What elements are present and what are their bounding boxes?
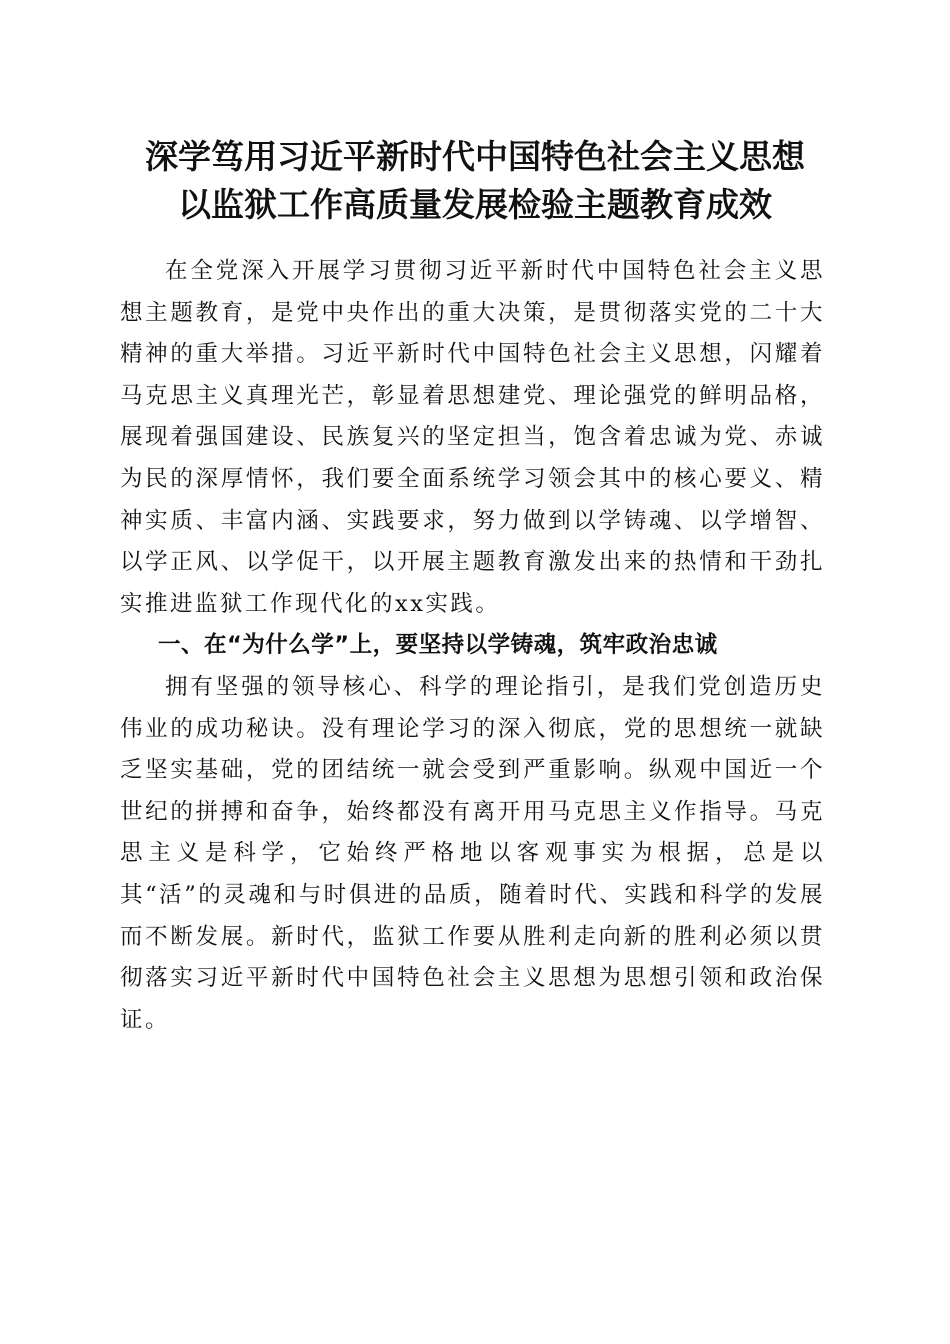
document-body — [120, 251, 825, 1041]
section-heading-1: 一、在“为什么学”上，要坚持以学铸魂，筑牢政治忠诚 — [158, 632, 718, 659]
title-line-2: 以监狱工作高质量发展检验主题教育成效 — [178, 185, 772, 224]
intro-paragraph: 在全党深入开展学习贯彻习近平新时代中国特色社会主义思想主题教育，是党中央作出的重大决策，是贯彻落实党的二十大精神的重大举措。习近平新时代中国特色社会主义思想，闪耀着马克思主义真理光芒，彰显着思想建党、理论强党的鲜明品格，展现着强国建设、民族复兴的坚定担当，饱含着忠诚为党、赤诚为民的深厚情怀，我们要全面系统学习领会其中的核心要义、精神实质、丰富内涵、实践要求，努力做到以学铸魂、以学增智、以学正风、以学促干，以开展主题教育激发出来的热情和干劲扎实推进监狱工作现代化的xx实践。 — [120, 258, 825, 617]
title-line-1: 深学笃用习近平新时代中国特色社会主义思想 — [145, 137, 805, 176]
section-1-paragraph: 拥有坚强的领导核心、科学的理论指引，是我们党创造历史伟业的成功秘诀。没有理论学习的深入彻底，党的思想统一就缺乏坚实基础，党的团结统一就会受到严重影响。纵观中国近一个世纪的拼搏和奋争，始终都没有离开用马克思主义作指导。马克思主义是科学，它始终严格地以客观事实为根据，总是以其“活”的灵魂和与时俱进的品质，随着时代、实践和科学的发展而不断发展。新时代，监狱工作要从胜利走向新的胜利必须以贯彻落实习近平新时代中国特色社会主义思想为思想引领和政治保证。 — [120, 673, 825, 1033]
document-title — [90, 133, 860, 229]
